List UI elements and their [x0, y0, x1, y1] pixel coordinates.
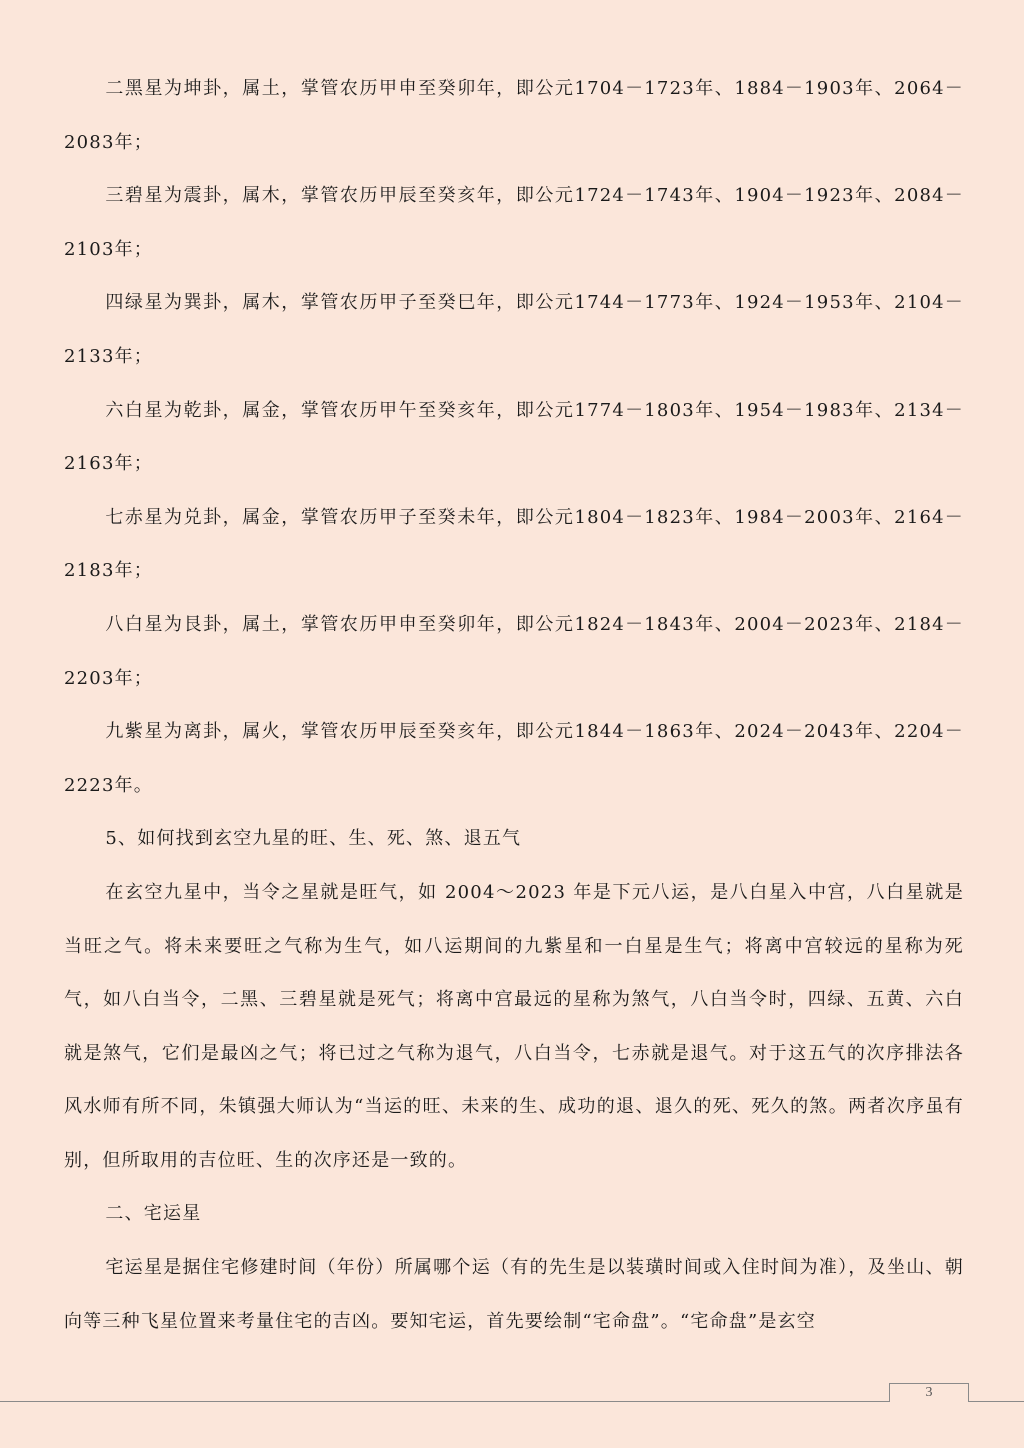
paragraph-er-hei: 二黑星为坤卦，属土，掌管农历甲申至癸卯年，即公元1704－1723年、1884－1903年、2064－2083年； — [64, 78, 964, 153]
footer-rule — [0, 1401, 1024, 1402]
paragraph-house-star: 宅运星是据住宅修建时间（年份）所属哪个运（有的先生是以装璜时间或入住时间为准），及坐山、朝向等三种飞星位置来考量住宅的吉凶。要知宅运，首先要绘制“宅命盘”。“宅命盘”是玄空 — [64, 1257, 964, 1332]
document-body — [64, 62, 964, 1348]
page-number: 3 — [889, 1383, 969, 1402]
section-heading-house-star: 二、宅运星 — [105, 1203, 202, 1225]
paragraph-san-bi: 三碧星为震卦，属木，掌管农历甲辰至癸亥年，即公元1724－1743年、1904－1923年、2084－2103年； — [64, 185, 964, 260]
paragraph-qi-chi: 七赤星为兑卦，属金，掌管农历甲子至癸未年，即公元1804－1823年、1984－2003年、2164－2183年； — [64, 506, 964, 582]
paragraph-ba-bai: 八白星为艮卦，属土，掌管农历甲申至癸卯年，即公元1824－1843年、2004－2023年、2184－2203年； — [64, 613, 964, 689]
paragraph-si-lv: 四绿星为巽卦，属木，掌管农历甲子至癸巳年，即公元1744－1773年、1924－1953年、2104－2133年； — [64, 292, 964, 367]
paragraph-five-qi: 在玄空九星中，当令之星就是旺气，如 2004～2023 年是下元八运，是八白星入中宫，八白星就是当旺之气。将未来要旺之气称为生气，如八运期间的九紫星和一白星是生气；将离中宫较远的星称为死气，如八白当令，二黑、三碧星就是死气；将离中宫最远的星称为煞气，八白当令时，四绿、五黄、六白就是煞气，它们是最凶之气；将已过之气称为退气，八白当令，七赤就是退气。对于这五气的次序排法各风水师有所不同，朱镇强大师认为“当运的旺、未来的生、成功的退、退久的死、死久的煞。两者次序虽有别，但所取用的吉位旺、生的次序还是一致的。 — [64, 881, 964, 1171]
section-heading-five-qi: 5、如何找到玄空九星的旺、生、死、煞、退五气 — [105, 828, 522, 850]
paragraph-liu-bai: 六白星为乾卦，属金，掌管农历甲午至癸亥年，即公元1774－1803年、1954－1983年、2134－2163年； — [64, 399, 964, 475]
paragraph-jiu-zi: 九紫星为离卦，属火，掌管农历甲辰至癸亥年，即公元1844－1863年、2024－2043年、2204－2223年。 — [64, 721, 964, 796]
